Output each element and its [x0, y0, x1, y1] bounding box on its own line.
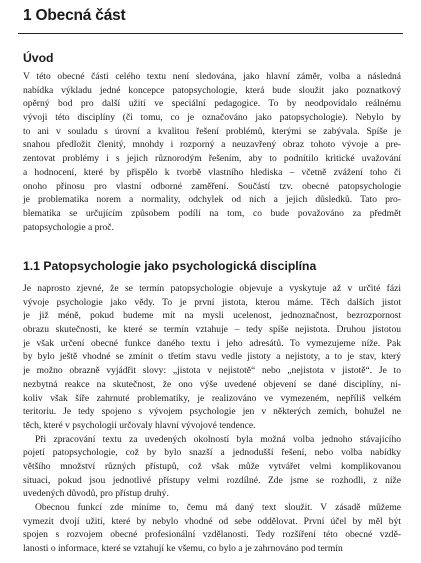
text-line: opěrný bod pro další užití ve speciální pedagogice. To by neodpovídalo reálnému — [23, 98, 401, 110]
text-line: většího množství různých přístupů, což však může vytvářet velmi komplikovanou — [23, 460, 401, 472]
text-line: koliv však šíře zahrnuté problematiky, je realizováno ve vymezeném, nepříliš velkém — [23, 392, 401, 404]
intro-heading: Úvod — [23, 51, 54, 65]
text-line: by bylo ještě vhodné se zmínit o třetím stavu vedle jistoty a nejistoty, a to je stav, který — [23, 351, 401, 363]
text-line: je však určení obecné funkce daného textu i jeho adresátů. To vymezujeme níže. Pak — [23, 337, 401, 349]
text-line: blematika se určujícím způsobem podílí na tom, co bude považováno za předmět — [23, 207, 401, 219]
text-line: Obecnou funkcí zde míníme to, čemu má daný text sloužit. V zásadě můžeme — [35, 502, 401, 513]
chapter-title: 1 Obecná část — [23, 7, 126, 24]
text-line: spojen s rozvojem obecné profesionální vzdělanosti. Tedy rozšíření této obecné vzdě- — [23, 529, 401, 541]
text-line: patopsychologie a proč. — [23, 221, 114, 233]
text-line: vývoji této disciplíny (či tomu, co je označováno jako patopsychologie). Nebylo by — [23, 112, 401, 124]
text-line: Je naprosto zjevné, že se termín patopsychologie objevuje a vyskytuje až v určité fázi — [23, 283, 401, 294]
text-line: je možno obrazně vyjádřit slovy: „jistota v nejistotě“ nebo „nejistota v jistotě“. Je to — [23, 365, 401, 377]
intro-paragraph — [23, 70, 401, 234]
text-line: situaci, pokud jsou jednotlivé přístupy velmi rozdílné. Zde jsme se rozhodli, z níže — [23, 474, 401, 486]
text-line: uvedených důvodů, pro přístup druhý. — [23, 488, 169, 500]
text-line: V této obecné části celého textu není sledována, jako hlavní záměr, volba a následná — [23, 71, 401, 82]
text-line: nabídka výkladu jedné koncepce patopsychologie, která bude sloužit jako poznatkový — [23, 84, 401, 96]
section-1-1-heading: 1.1 Patopsychologie jako psychologická disciplína — [23, 259, 317, 273]
section-1-1-body — [23, 282, 401, 556]
text-line: zentovat problémy i s jejich různorodým řešením, aby to podnítilo kritické uvažování — [23, 153, 401, 165]
text-line: těch, které v psychologii určovaly hlavní vývojové tendence. — [23, 419, 256, 431]
text-line: obrazu skutečnosti, ke které se termín vztahuje – tedy spíše nejistota. Druhou jistotou — [23, 324, 401, 336]
text-line: vývoje psychologie jako vědy. To je první jistota, kterou máme. Těch dalších jistot — [23, 296, 401, 308]
text-line: je již méně, pokud budeme mít na mysli ucelenost, jednoznačnost, bezrozpornost — [23, 310, 401, 322]
text-line: pojetí patopsychologie, což by bylo snazší a jednodušší řešení, nebo volba nabídky — [23, 447, 401, 459]
text-line: a hodnocení, které by přispělo k tvorbě vlastního hlediska – včetně zvážení toho či — [23, 166, 401, 178]
text-line: je problematika norem a normality, odchylek od nich a jejich důsledků. Tato pro- — [23, 194, 401, 206]
text-line: Při zpracování textu za uvedených okolností byla možná volba jednoho stávajícího — [35, 433, 401, 445]
text-line: snahou předložit členitý, mnohdy i rozporný a neuzavřený obraz tohoto vývoje a pre- — [23, 139, 401, 151]
text-line: onoho přínosu pro vlastní odborné zaměření. Součástí tzv. obecné patopsychologie — [23, 180, 401, 192]
text-line: to ani v souladu s úrovní a kvalitou řešení problémů, kterými se zabývala. Spíše je — [23, 125, 401, 137]
text-line: nezbytná reakce na skutečnost, že ono výše uvedené objevení se dané disciplíny, ni- — [23, 378, 401, 390]
text-line: lanosti o informace, které se vztahují ke všemu, co bylo a je zahrnováno pod termín — [23, 543, 343, 555]
text-line: vymezit dvojí užití, které by nebylo vhodné od sebe oddělovat. První účel by měl být — [23, 515, 401, 527]
text-line: teritoriu. Je tedy spojeno s vývojem psychologie jen v některých zemích, bohužel ne — [23, 406, 401, 418]
chapter-rule — [18, 33, 403, 34]
